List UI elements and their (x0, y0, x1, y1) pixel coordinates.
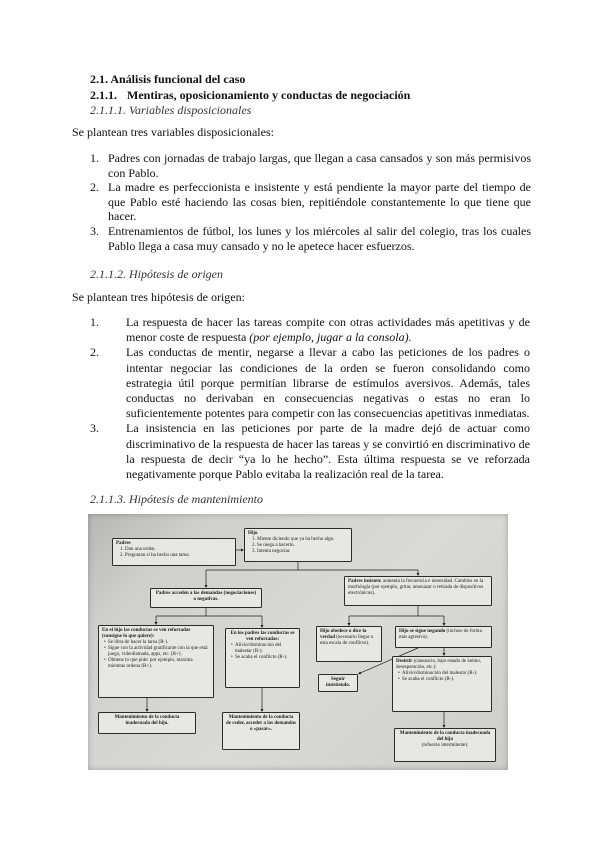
box-text: aumenta la frecuencia e intensidad. Cambios en la morfología (por ejemplo, gritar, amenazar o retirada de dispositivos electrónicos). (348, 579, 484, 596)
list-text: Las conductas de mentir, negarse a llevar a cabo las peticiones de los padres o intentar negociar las condiciones de la orden se fueron consolidando como estrategia útil porque permitían librarse de estímulos aversivos. Además, tales conductas no derivaban en consecuencias negativas o estas no eran lo suficientemente potentes para competir con las consecuencias apetitivas inmediatas. (126, 345, 530, 421)
list-number: 3. (90, 421, 99, 436)
box-padres-reforzados (225, 628, 300, 688)
box-bullet: • Se libra de hacer la tarea (R-). (102, 640, 210, 646)
origen-intro: Se plantean tres hipótesis de origen: (72, 290, 245, 304)
box-padres-insisten (344, 576, 492, 606)
list-number: 2. (90, 180, 99, 195)
box-bullet: • Sigue con la actividad gratificante con la que está: juego, videollamada, apps, etc. (R+). (102, 646, 210, 658)
box-padres-acceden: Padres acceden a las demandas (negociaciones) o negativas. (150, 588, 262, 608)
box-text: (necesario llegar a esta escala de conflicto). (320, 635, 373, 646)
box-title: En los padres las conductas se ven reforzadas: (230, 631, 295, 642)
box-item: 3. Intenta negociar. (252, 549, 291, 554)
origen-heading: 2.1.1.2. Hipótesis de origen (90, 267, 223, 281)
connector-insisten-split (349, 606, 444, 623)
box-bullet: • Se acaba el conflicto (R-). (396, 677, 488, 683)
box-text: (refuerzo intermitente). (421, 743, 469, 748)
box-title: Padres (116, 541, 131, 546)
box-seguir-insistiendo: Seguir insistiendo. (318, 674, 358, 692)
list-text (126, 315, 530, 345)
list-text: La insistencia en las peticiones por parte de la madre dejó de actuar como discriminativo de la respuesta de hacer las tareas y se convirtió en discriminativo de la respuesta de decir “ya lo he hecho”. Esta última respuesta se ve reforzada negativamente porque Pablo evitaba la realización real de la tarea. (126, 421, 530, 482)
box-title: En el hijo las conductas se ven reforzadas (consigue lo que quiere): (102, 628, 191, 639)
list-item (90, 345, 530, 421)
mantenimiento-heading: 2.1.1.3. Hipótesis de mantenimiento (90, 492, 263, 506)
subsection-number: 2.1.1. (90, 88, 117, 102)
box-item: 1. Miente diciendo que ya ha hecho algo. (252, 537, 335, 542)
list-item (90, 151, 531, 180)
box-title: Hijo obedece o dice la verdad (320, 629, 367, 640)
maintenance-flowchart (88, 514, 508, 770)
connector-acceden-split (156, 608, 262, 625)
subsection-heading (90, 88, 410, 103)
box-hijo-reforzado (98, 625, 214, 698)
list-item (90, 224, 531, 253)
box-bullet: • Obtiene lo que pide: por ejemplo, máxima mientras ordena (R+). (102, 658, 210, 670)
box-title: Mantenimiento de la conducta inadecuada del hijo (399, 731, 491, 742)
list-text: Entrenamientos de fútbol, los lunes y los miércoles al salir del colegio, tras los cuales Pablo llega a casa muy cansado y no le apetece hacer esfuerzos. (108, 223, 531, 253)
list-item (90, 421, 530, 482)
variables-list (90, 151, 531, 253)
list-number: 1. (90, 315, 99, 329)
box-padres (112, 538, 236, 566)
box-title: Hijo (248, 531, 258, 536)
box-bullet: • Alivio/disminución del malestar (R-). (396, 671, 488, 677)
box-mantenimiento-padres: Mantenimiento de la conducta de ceder, acceder a las demandas o «pasar». (222, 712, 300, 750)
box-mantenimiento-intermitente (394, 728, 496, 762)
box-title: Hijo se sigue negando (399, 629, 446, 634)
list-text: Padres con jornadas de trabajo largas, que llegan a casa cansados y son más permisivos con Pablo. (108, 151, 531, 180)
box-text: (cansancio, bajo estado de ánimo, desesperación, etc.): (396, 659, 482, 670)
variables-heading: 2.1.1.1. Variables disposicionales (90, 103, 252, 117)
box-title: Desistir (396, 659, 413, 664)
box-text: (incluso de forma más agresiva). (399, 629, 482, 640)
list-number: 2. (90, 345, 99, 360)
box-item: 1. Dan una orden. (120, 547, 156, 552)
subsection-title: Mentiras, oposicionamiento y conductas de negociación (127, 88, 411, 102)
list-text-plain: La respuesta de hacer las tareas compite con otras actividades más apetitivas y de menor coste de respuesta (126, 315, 530, 345)
list-item (90, 315, 530, 345)
box-mantenimiento-hijo: Mantenimiento de la conducta inadecuada del hijo. (98, 712, 196, 734)
box-title: Padres insisten: (348, 579, 382, 584)
origen-list (90, 315, 530, 482)
box-item: 2. Preguntan si ha hecho una tarea. (120, 553, 190, 558)
list-item (90, 180, 531, 224)
variables-intro: Se plantean tres variables disposicionales: (72, 125, 274, 139)
box-hijo-sigue-negando (395, 626, 492, 648)
list-number: 3. (90, 223, 99, 238)
list-text: La madre es perfeccionista e insistente y está pendiente la mayor parte del tiempo de que Pablo esté haciendo las cosas bien, repitiéndole constantemente lo que tiene que hacer. (108, 180, 531, 224)
list-number: 1. (90, 151, 99, 165)
list-text-italic: (por ejemplo, jugar a la consola). (249, 330, 412, 345)
box-heading (396, 659, 488, 671)
box-hijo-obedece (316, 626, 382, 662)
box-desistir (392, 656, 492, 712)
section-heading: 2.1. Análisis funcional del caso (90, 72, 246, 86)
box-bullet: • Alivio/disminución del malestar (R-). (229, 643, 296, 655)
box-bullet: • Se acaba el conflicto (R-). (229, 655, 296, 661)
box-item: 2. Se niega a hacerlo. (252, 543, 295, 548)
box-hijo (244, 528, 352, 562)
